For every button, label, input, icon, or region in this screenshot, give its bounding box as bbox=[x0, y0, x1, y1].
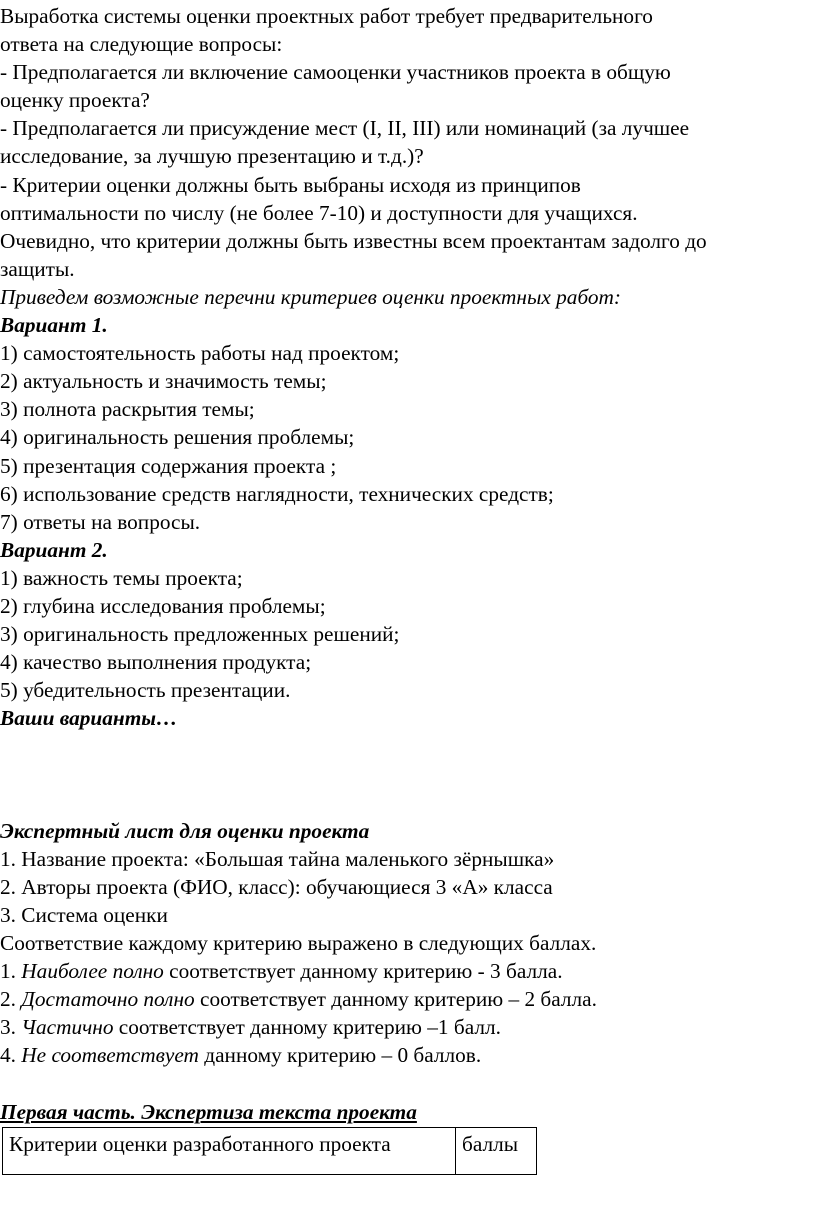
intro-line: оценку проекта? bbox=[0, 88, 150, 113]
variant-1-item: 6) использование средств наглядности, технических средств; bbox=[0, 481, 554, 506]
intro-line: оптимальности по числу (не более 7-10) и доступности для учащихся. bbox=[0, 200, 638, 225]
variant-1-item: 4) оригинальность решения проблемы; bbox=[0, 425, 355, 450]
variant-1-item: 3) полнота раскрытия темы; bbox=[0, 397, 255, 422]
expert-sheet-title: Экспертный лист для оценки проекта bbox=[0, 818, 370, 843]
blank-line bbox=[0, 789, 812, 817]
score-rule bbox=[0, 985, 812, 1013]
score-number: 4. bbox=[0, 1043, 22, 1068]
score-level: Достаточно полно bbox=[21, 987, 195, 1012]
expert-line: 3. Система оценки bbox=[0, 903, 168, 927]
blank-line bbox=[0, 761, 812, 789]
score-rule bbox=[0, 957, 812, 985]
score-level: Не соответствует bbox=[21, 1043, 199, 1068]
criteria-table bbox=[2, 1127, 537, 1175]
score-rule bbox=[0, 1013, 812, 1041]
score-level: Частично bbox=[21, 1015, 114, 1040]
criteria-lead-in: Приведем возможные перечни критериев оценки проектных работ: bbox=[0, 284, 621, 309]
variant-2-item: 3) оригинальность предложенных решений; bbox=[0, 622, 400, 647]
variant-2-item: 2) глубина исследования проблемы; bbox=[0, 593, 326, 618]
intro-line: исследование, за лучшую презентацию и т.д.)? bbox=[0, 144, 424, 169]
score-description: данному критерию – 0 баллов. bbox=[198, 1043, 482, 1068]
score-number: 3. bbox=[0, 1015, 22, 1040]
intro-line: ответа на следующие вопросы: bbox=[0, 32, 283, 57]
score-number: 1. bbox=[0, 959, 22, 984]
intro-line: - Критерии оценки должны быть выбраны исходя из принципов bbox=[0, 172, 581, 197]
score-rule bbox=[0, 1041, 812, 1069]
score-description: соответствует данному критерию - 3 балла. bbox=[163, 959, 563, 984]
criteria-column-header: Критерии оценки разработанного проекта bbox=[3, 1127, 456, 1174]
your-variants-heading: Ваши варианты… bbox=[0, 706, 178, 731]
variant-2-item: 4) качество выполнения продукта; bbox=[0, 650, 312, 675]
score-description: соответствует данному критерию –1 балл. bbox=[113, 1015, 501, 1040]
variant-1-item: 1) самостоятельность работы над проектом; bbox=[0, 341, 400, 366]
variant-1-title: Вариант 1. bbox=[0, 313, 108, 338]
expert-line: 2. Авторы проекта (ФИО, класс): обучающиеся 3 «А» класса bbox=[0, 874, 553, 899]
intro-line: защиты. bbox=[0, 256, 75, 281]
expert-line: 1. Название проекта: «Большая тайна маленького зёрнышка» bbox=[0, 846, 555, 871]
expert-line: Соответствие каждому критерию выражено в следующих баллах. bbox=[0, 931, 597, 956]
variant-2-title: Вариант 2. bbox=[0, 537, 108, 562]
part-1-title: Первая часть. Экспертиза текста проекта bbox=[0, 1099, 417, 1124]
variant-1-item: 5) презентация содержания проекта ; bbox=[0, 453, 337, 478]
variant-1-item: 2) актуальность и значимость темы; bbox=[0, 369, 327, 394]
intro-line: - Предполагается ли присуждение мест (I, II, III) или номинаций (за лучшее bbox=[0, 116, 690, 141]
blank-line bbox=[0, 732, 812, 760]
variant-2-item: 1) важность темы проекта; bbox=[0, 565, 243, 590]
blank-line bbox=[0, 1070, 812, 1098]
score-description: соответствует данному критерию – 2 балла. bbox=[194, 987, 597, 1012]
variant-1-item: 7) ответы на вопросы. bbox=[0, 509, 201, 534]
intro-line: Очевидно, что критерии должны быть известны всем проектантам задолго до bbox=[0, 228, 707, 253]
intro-line: Выработка системы оценки проектных работ требует предварительного bbox=[0, 4, 653, 28]
score-column-header: баллы bbox=[456, 1127, 537, 1174]
document-page bbox=[0, 2, 812, 1175]
intro-line: - Предполагается ли включение самооценки участников проекта в общую bbox=[0, 60, 671, 85]
table-header-row bbox=[3, 1127, 537, 1174]
score-number: 2. bbox=[0, 987, 22, 1012]
score-level: Наиболее полно bbox=[21, 959, 164, 984]
variant-2-item: 5) убедительность презентации. bbox=[0, 678, 291, 703]
